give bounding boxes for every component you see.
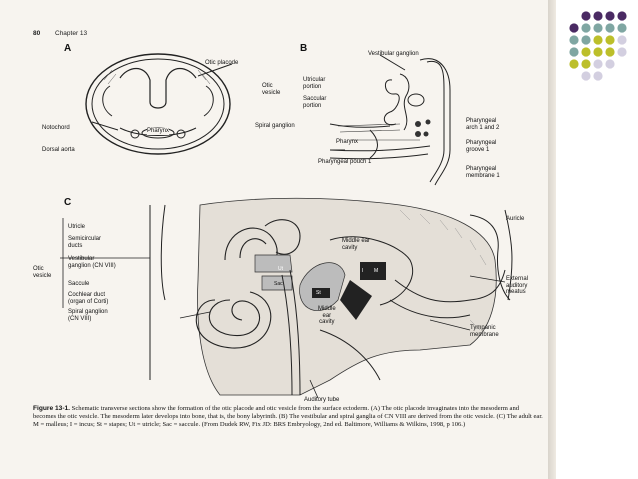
label-m: M bbox=[374, 268, 379, 274]
label-st: St bbox=[316, 290, 321, 296]
label-sac: Sac bbox=[274, 281, 283, 287]
decor-dot bbox=[581, 35, 590, 44]
label-pharynx-b: Pharynx bbox=[336, 139, 359, 145]
label-auricle: Auricle bbox=[506, 216, 525, 222]
decor-dot bbox=[593, 71, 602, 80]
decor-dot bbox=[593, 23, 602, 32]
label-otic-vesicle-c: Otic vesicle bbox=[33, 266, 52, 279]
label-pharyngeal-arch: Pharyngeal arch 1 and 2 bbox=[466, 118, 500, 131]
label-ut: Ut bbox=[278, 266, 283, 272]
decorative-dot-grid bbox=[566, 10, 638, 90]
decor-dot bbox=[617, 23, 626, 32]
label-dorsal-aorta: Dorsal aorta bbox=[42, 147, 75, 153]
label-vestibular-ganglion-c: Vestibular ganglion (CN VIII) bbox=[68, 256, 116, 269]
decor-dot bbox=[569, 47, 578, 56]
decor-dot bbox=[617, 35, 626, 44]
panel-label-b: B bbox=[300, 43, 308, 54]
label-auditory-tube: Auditory tube bbox=[304, 397, 340, 403]
decor-dot bbox=[593, 35, 602, 44]
label-saccular-portion: Saccular portion bbox=[303, 96, 327, 109]
label-cochlear-duct: Cochlear duct (organ of Corti) bbox=[68, 292, 109, 305]
label-pharynx-a: Pharynx bbox=[147, 128, 170, 134]
decor-dot bbox=[617, 11, 626, 20]
label-pharyngeal-membrane: Pharyngeal membrane 1 bbox=[466, 166, 500, 179]
label-pharyngeal-pouch: Pharyngeal pouch 1 bbox=[318, 159, 372, 165]
panel-label-a: A bbox=[64, 43, 72, 54]
decor-dot bbox=[605, 11, 614, 20]
decor-dot bbox=[605, 35, 614, 44]
decor-dot bbox=[581, 47, 590, 56]
figure-caption-text: Schematic transverse sections show the formation of the otic placode and otic vesicle from the surface ectoderm. (A) The otic placode invaginates into the mesoderm and becomes the otic vesicle. The mesoderm later develops into bone, that is, the bony labyrinth. (B) The vestibular and spiral ganglia of CN VIII are derived from the otic vesicle. (C) The adult ear. M = malleus; I = incus; St = stapes; Ut = utricle; Sac = saccule. (From Dudek RW, Fix JD: BRS Embryology, 2nd ed. Baltimore, Williams & Wilkins, 1998, p 106.) bbox=[33, 405, 543, 429]
decor-dot bbox=[569, 59, 578, 68]
decor-dot bbox=[581, 23, 590, 32]
decor-dot bbox=[569, 23, 578, 32]
decor-dot bbox=[581, 71, 590, 80]
panel-label-c: C bbox=[64, 197, 72, 208]
decor-dot bbox=[593, 47, 602, 56]
chapter-title: Chapter 13 bbox=[55, 30, 88, 37]
decor-dot bbox=[605, 59, 614, 68]
decor-dot bbox=[605, 23, 614, 32]
label-vestibular-ganglion-b: Vestibular ganglion bbox=[368, 51, 419, 57]
label-i: I bbox=[362, 268, 364, 274]
label-spiral-ganglion-b: Spiral ganglion bbox=[255, 123, 295, 129]
label-otic-vesicle-b: Otic vesicle bbox=[262, 83, 281, 96]
label-saccule: Saccule bbox=[68, 281, 90, 287]
label-pharyngeal-groove: Pharyngeal groove 1 bbox=[466, 140, 497, 153]
decor-dot bbox=[581, 11, 590, 20]
label-utricular-portion: Utricular portion bbox=[303, 77, 326, 90]
label-external-auditory-meatus: External auditory meatus bbox=[506, 276, 529, 296]
decor-dot bbox=[593, 11, 602, 20]
figure-caption bbox=[33, 405, 543, 430]
label-tympanic-membrane: Tympanic membrane bbox=[470, 325, 499, 338]
label-otic-placode: Otic placode bbox=[205, 60, 239, 66]
decor-dot bbox=[569, 35, 578, 44]
decor-dot bbox=[617, 47, 626, 56]
label-middle-ear-cavity-bottom: Middle ear cavity bbox=[318, 306, 336, 326]
figure-caption-label: Figure 13-1. bbox=[33, 405, 71, 412]
decor-dot bbox=[605, 47, 614, 56]
label-middle-ear-cavity-top: Middle ear cavity bbox=[342, 238, 371, 251]
label-semicircular-ducts: Semicircular ducts bbox=[68, 236, 102, 249]
decor-dot bbox=[593, 59, 602, 68]
decor-dot bbox=[581, 59, 590, 68]
label-spiral-ganglion-c: Spiral ganglion (CN VIII) bbox=[68, 309, 108, 322]
page-number: 80 bbox=[33, 30, 41, 37]
label-notochord: Notochord bbox=[42, 125, 70, 131]
label-utricle: Utricle bbox=[68, 224, 86, 230]
